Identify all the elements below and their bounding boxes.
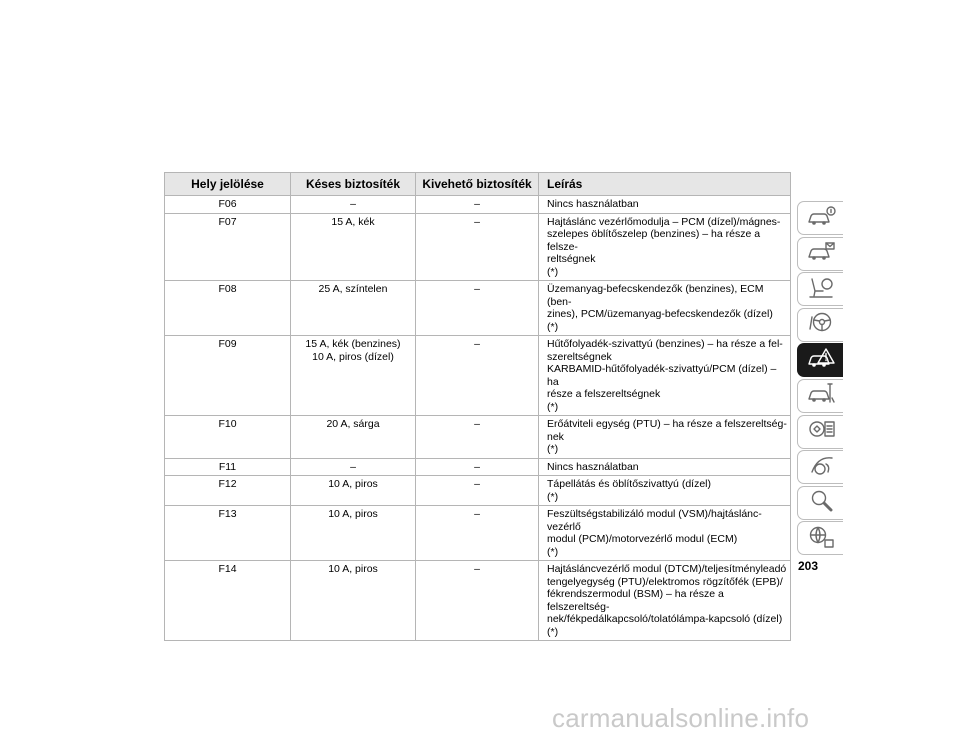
cell-line: Erőátviteli egység (PTU) – ha része a felszereltség- [547, 418, 787, 430]
cell-line: (*) [547, 625, 559, 638]
cell-cartridge-fuse: – [416, 213, 539, 281]
table-row [165, 196, 791, 214]
chapter-tab[interactable] [797, 237, 843, 271]
cell-blade-fuse: 10 A, piros [291, 561, 416, 641]
chapter-tab[interactable] [797, 308, 843, 342]
cell-location: F14 [165, 561, 291, 641]
cell-line: (*) [547, 490, 559, 503]
cell-description [539, 196, 791, 214]
table-body [165, 196, 791, 641]
cell-description [539, 506, 791, 561]
cell-blade-fuse: – [291, 458, 416, 476]
cell-description [539, 281, 791, 336]
cell-description [539, 561, 791, 641]
cell-location: F06 [165, 196, 291, 214]
cell-cartridge-fuse: – [416, 561, 539, 641]
header-description: Leírás [539, 173, 791, 196]
cell-line: reltségnek [547, 253, 596, 265]
cell-line: Feszültségstabilizáló modul (VSM)/hajtáslánc-vezérlő [547, 508, 762, 533]
cell-blade-fuse: – [291, 196, 416, 214]
language-icon [806, 523, 836, 554]
cell-line: Nincs használatban [547, 460, 639, 473]
cell-location: F11 [165, 458, 291, 476]
chapter-tab[interactable] [797, 450, 843, 484]
car-service-icon [806, 380, 836, 411]
cell-description [539, 476, 791, 506]
cell-line: (*) [547, 545, 559, 558]
cell-line: szelepes öblítőszelep (benzines) – ha része a felsze- [547, 228, 761, 253]
chapter-tab[interactable] [797, 521, 843, 555]
chapter-tab[interactable] [797, 343, 843, 377]
multimedia-icon [806, 452, 836, 483]
table-row [165, 506, 791, 561]
cell-line: Tápellátás és öblítőszivattyú (dízel) [547, 478, 711, 490]
steering-wheel-icon [806, 309, 836, 340]
cell-description [539, 213, 791, 281]
car-info-icon [806, 203, 836, 234]
cell-line: nek/fékpedálkapcsoló/tolatólámpa-kapcsoló (dízel) [547, 613, 783, 625]
cell-line: Hűtőfolyadék-szivattyú (benzines) – ha része a fel- [547, 338, 783, 350]
search-index-icon [806, 487, 836, 518]
cell-line: Hajtásláncvezérlő modul (DTCM)/teljesítményleadó [547, 563, 787, 575]
cell-line: (*) [547, 265, 559, 278]
cell-cartridge-fuse: – [416, 458, 539, 476]
table-row [165, 416, 791, 459]
cell-line: fékrendszermodul (BSM) – ha része a felszereltség- [547, 588, 724, 613]
chapter-tab[interactable] [797, 415, 843, 449]
cell-location: F08 [165, 281, 291, 336]
cell-line: szereltségnek [547, 350, 612, 363]
table-row [165, 336, 791, 416]
cell-cartridge-fuse: – [416, 196, 539, 214]
cell-line: Üzemanyag-befecskendezők (benzines), ECM (ben- [547, 283, 764, 308]
cell-cartridge-fuse: – [416, 476, 539, 506]
table-row [165, 281, 791, 336]
header-cartridge-fuse: Kivehető biztosíték [416, 173, 539, 196]
cell-location: F09 [165, 336, 291, 416]
cell-cartridge-fuse: – [416, 506, 539, 561]
breakdown-emergency-icon [806, 345, 836, 376]
warning-lights-message-icon [806, 238, 836, 269]
chapter-tabs [797, 201, 843, 557]
cell-blade-fuse: 15 A, kék [291, 213, 416, 281]
cell-line: zines), PCM/üzemanyag-befecskendezők (dízel) [547, 308, 773, 320]
cell-line: nek [547, 430, 564, 443]
chapter-tab[interactable] [797, 272, 843, 306]
cell-line: Nincs használatban [547, 198, 639, 210]
fuse-table [164, 172, 791, 641]
chapter-tab[interactable] [797, 486, 843, 520]
cell-line: Hajtáslánc vezérlőmodulja – PCM (dízel)/mágnes- [547, 215, 781, 228]
header-location: Hely jelölése [165, 173, 291, 196]
cell-description [539, 416, 791, 459]
cell-blade-fuse [291, 336, 416, 416]
table-row [165, 561, 791, 641]
page-number: 203 [798, 559, 819, 573]
cell-cartridge-fuse: – [416, 336, 539, 416]
table-row [165, 476, 791, 506]
cell-line: KARBAMID-hűtőfolyadék-szivattyú/PCM (dízel) – ha [547, 363, 777, 388]
cell-location: F12 [165, 476, 291, 506]
cell-location: F10 [165, 416, 291, 459]
watermark: carmanualsonline.info [552, 703, 810, 733]
technical-data-icon [806, 416, 836, 447]
cell-line: része a felszereltségnek [547, 388, 661, 400]
cell-blade-fuse: 25 A, színtelen [291, 281, 416, 336]
chapter-tab[interactable] [797, 201, 843, 235]
table-row [165, 213, 791, 281]
cell-line: (*) [547, 320, 559, 333]
cell-description [539, 458, 791, 476]
cell-blade-fuse: 10 A, piros [291, 476, 416, 506]
cell-line: (*) [547, 443, 559, 455]
cell-location: F13 [165, 506, 291, 561]
cell-line: (*) [547, 400, 559, 413]
cell-line: modul (PCM)/motorvezérlő modul (ECM) [547, 533, 738, 545]
cell-blade-fuse: 10 A, piros [291, 506, 416, 561]
table-row [165, 458, 791, 476]
chapter-tab[interactable] [797, 379, 843, 413]
seat-airbag-icon [806, 274, 836, 305]
cell-cartridge-fuse: – [416, 416, 539, 459]
cell-location: F07 [165, 213, 291, 281]
cell-line: tengelyegység (PTU)/elektromos rögzítőfék (EPB)/ [547, 575, 783, 588]
cell-line: 15 A, kék (benzines) [305, 338, 401, 350]
cell-line: 10 A, piros (dízel) [312, 350, 394, 363]
table-header-row [165, 173, 791, 196]
cell-blade-fuse: 20 A, sárga [291, 416, 416, 459]
cell-description [539, 336, 791, 416]
cell-cartridge-fuse: – [416, 281, 539, 336]
header-blade-fuse: Késes biztosíték [291, 173, 416, 196]
